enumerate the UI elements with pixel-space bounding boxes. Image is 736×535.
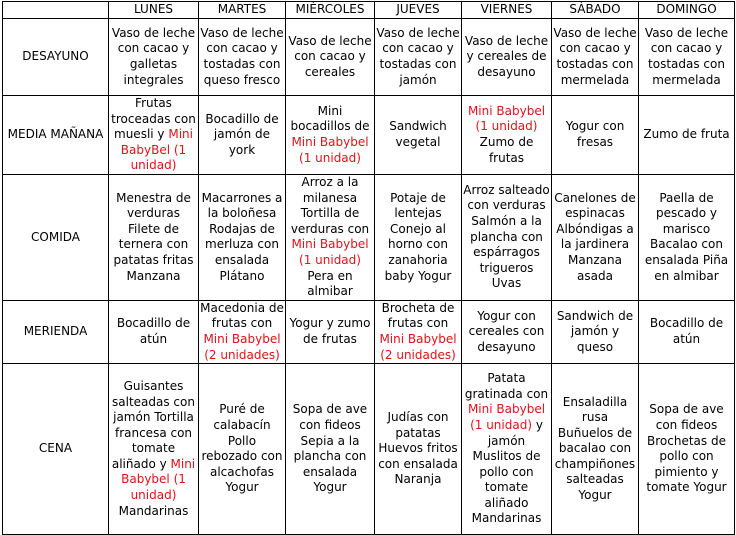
dish-text: Puré de calabacín Pollo rebozado con alcachofas Yogur (201, 402, 283, 495)
dish-text: Judías con patatas Huevos fritos con ensalada Naranja (378, 410, 458, 487)
menu-cell-sabado (552, 174, 639, 300)
dish-text: Macarrones a la boloñesa Rodajas de merluza con ensalada Plátano (201, 190, 283, 283)
menu-cell-sabado (552, 96, 639, 175)
dish-text: Macedonia de frutas con (200, 300, 284, 331)
menu-cell-lunes (109, 300, 199, 363)
dish-text: Patata gratinada con (464, 371, 549, 401)
dish-text: Ensaladilla rusa Buñuelos de bacalao con champiñones salteadas Yogur (554, 394, 636, 503)
meal-label: MEDIA MAÑANA (3, 96, 109, 175)
menu-cell-martes (199, 96, 286, 175)
dish-text: Sopa de ave con fideos Brochetas de pollo con pimiento y tomate Yogur (646, 402, 727, 495)
dish-text: Frutas troceadas con muesli y (111, 96, 196, 142)
dish-text: Zumo de frutas (479, 134, 534, 165)
menu-cell-viernes (462, 96, 552, 175)
menu-cell-jueves (375, 174, 462, 300)
menu-body (3, 19, 735, 535)
dish-text: Sandwich vegetal (389, 119, 447, 149)
menu-cell-miercoles (286, 96, 375, 175)
day-header-domingo: DOMINGO (639, 2, 735, 19)
menu-cell-domingo (639, 19, 735, 96)
dish-text: Vaso de leche con cacao y tostadas con jamón (376, 25, 460, 87)
menu-cell-lunes (109, 96, 199, 175)
menu-cell-viernes (462, 364, 552, 535)
menu-cell-jueves (375, 300, 462, 363)
menu-cell-martes (199, 300, 286, 363)
menu-cell-lunes (109, 19, 199, 96)
menu-cell-lunes (109, 174, 199, 300)
day-header-martes: MARTES (199, 2, 286, 19)
day-header-jueves: JUEVES (375, 2, 462, 19)
menu-cell-miercoles (286, 19, 375, 96)
menu-cell-viernes (462, 19, 552, 96)
dish-text: Brocheta de frutas con (381, 300, 455, 331)
dish-text: Sandwich de jamón y queso (556, 308, 634, 354)
menu-cell-domingo (639, 364, 735, 535)
meal-row-media-manana (3, 96, 735, 175)
dish-text: Bocadillo de jamón de york (205, 111, 279, 157)
menu-cell-lunes (109, 364, 199, 535)
menu-cell-miercoles (286, 174, 375, 300)
meal-row-comida (3, 174, 735, 300)
dish-text: y jamón Muslitos de pollo con tomate aliñado Mandarinas (471, 417, 543, 526)
highlight-text: Mini Babybel (2 unidades) (379, 331, 457, 362)
meal-row-cena (3, 364, 735, 535)
menu-cell-martes (199, 174, 286, 300)
menu-cell-jueves (375, 364, 462, 535)
dish-text: Mandarinas (118, 503, 189, 518)
highlight-text: Mini Babybel (1 unidad) (467, 402, 546, 432)
menu-cell-sabado (552, 19, 639, 96)
dish-text: Vaso de leche con cacao y tostadas con mermelada (644, 25, 729, 87)
dish-text: Menestra de verduras Filete de ternera con patatas fritas Manzana (113, 190, 194, 283)
meal-label: MERIENDA (3, 300, 109, 363)
corner-cell (3, 2, 109, 19)
menu-cell-martes (199, 364, 286, 535)
dish-text: Sopa de ave con fideos Sepia a la plancha con ensalada Yogur (292, 402, 368, 495)
dish-text: Zumo de fruta (643, 127, 730, 142)
dish-text: Vaso de leche con cacao y tostadas con queso fresco (200, 25, 284, 87)
meal-label: CENA (3, 364, 109, 535)
menu-cell-sabado (552, 300, 639, 363)
highlight-text: Mini BabyBel (1 unidad) (120, 127, 193, 173)
menu-cell-jueves (375, 19, 462, 96)
menu-cell-martes (199, 19, 286, 96)
day-header-viernes: VIERNES (462, 2, 552, 19)
day-header-miercoles: MIÉRCOLES (286, 2, 375, 19)
menu-cell-viernes (462, 300, 552, 363)
meal-row-merienda (3, 300, 735, 363)
weekly-menu-table (2, 1, 735, 535)
dish-text: Vaso de leche con cacao y cereales (288, 33, 372, 79)
menu-cell-jueves (375, 96, 462, 175)
dish-text: Vaso de leche con cacao y tostadas con mermelada (553, 25, 637, 87)
dish-text: Potaje de lentejas Conejo al horno con zanahoria baby Yogur (384, 190, 452, 283)
highlight-text: Mini Babybel (1 unidad) (291, 237, 369, 267)
menu-cell-miercoles (286, 364, 375, 535)
day-header-row (3, 2, 735, 19)
highlight-text: Mini Babybel (1 unidad) (121, 456, 196, 503)
meal-label: DESAYUNO (3, 19, 109, 96)
dish-text: Mini bocadillos de (290, 103, 370, 134)
menu-cell-sabado (552, 364, 639, 535)
menu-cell-viernes (462, 174, 552, 300)
menu-cell-domingo (639, 300, 735, 363)
dish-text: Vaso de leche con cacao y galletas integrales (111, 25, 196, 87)
highlight-text: Mini Babybel (1 unidad) (291, 134, 369, 165)
dish-text: Yogur con fresas (565, 119, 625, 149)
dish-text: Yogur con cereales con desayuno (468, 308, 545, 354)
dish-text: Canelones de espinacas Albóndigas a la jardinera Manzana asada (554, 190, 636, 283)
day-header-lunes: LUNES (109, 2, 199, 19)
dish-text: Bocadillo de atún (116, 316, 191, 346)
dish-text: Vaso de leche y cereales de desayuno (464, 33, 549, 79)
highlight-text: Mini Babybel (2 unidades) (203, 331, 281, 362)
dish-text: Yogur y zumo de frutas (289, 316, 371, 346)
menu-cell-miercoles (286, 300, 375, 363)
highlight-text: Mini Babybel (1 unidad) (467, 103, 546, 134)
menu-cell-domingo (639, 96, 735, 175)
day-header-sabado: SÁBADO (552, 2, 639, 19)
menu-cell-domingo (639, 174, 735, 300)
dish-text: Guisantes salteadas con jamón Tortilla francesa con tomate aliñado y (111, 378, 195, 471)
dish-text: Bocadillo de atún (649, 316, 724, 346)
dish-text: Arroz salteado con verduras Salmón a la plancha con espárragos trigueros Uvas (463, 182, 550, 291)
meal-row-desayuno (3, 19, 735, 96)
dish-text: Pera en almibar (307, 268, 353, 299)
dish-text: Paella de pescado y marisco Bacalao con ensalada Piña en almibar (644, 190, 729, 283)
dish-text: Arroz a la milanesa Tortilla de verduras con (290, 174, 370, 236)
meal-label: COMIDA (3, 174, 109, 300)
